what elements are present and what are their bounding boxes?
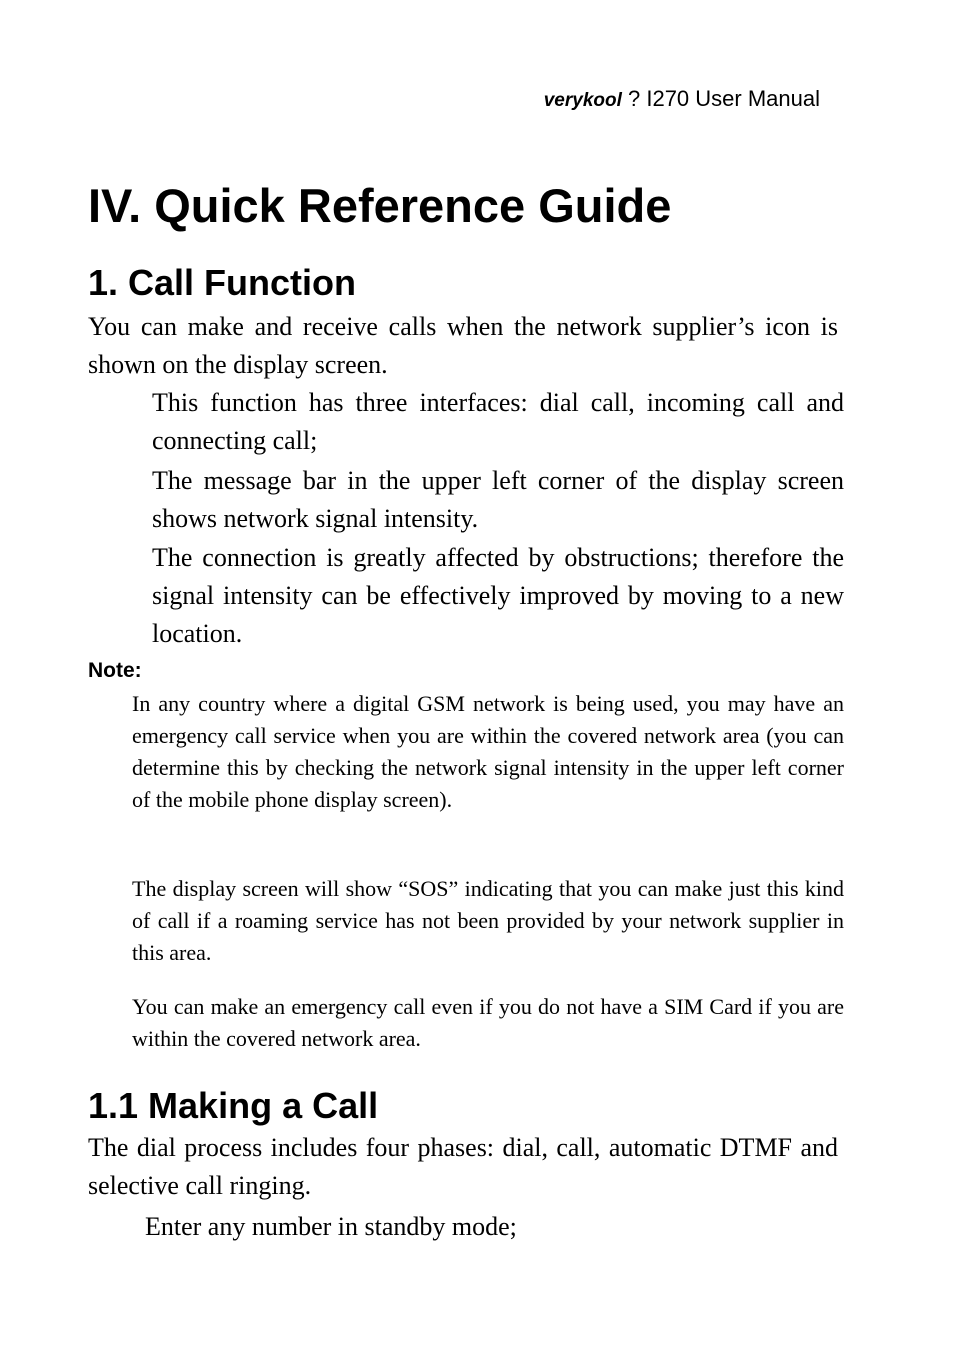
note-label: Note: <box>88 659 142 682</box>
step-enter-number: Enter any number in standby mode; <box>145 1212 517 1241</box>
section-heading-making-call: 1.1 Making a Call <box>88 1085 379 1126</box>
chapter-title: IV. Quick Reference Guide <box>88 179 672 232</box>
manual-title: ? I270 User Manual <box>621 86 820 111</box>
dial-process-intro: The dial process includes four phases: dial, call, automatic DTMF and selective call ringing. <box>88 1133 838 1200</box>
note-no-sim: You can make an emergency call even if you do not have a SIM Card if you are within the covered network area. <box>132 994 844 1051</box>
brand-name: verykool <box>543 90 622 111</box>
page-header <box>0 86 820 112</box>
note-sos: The display screen will show “SOS” indicating that you can make just this kind of call if a roaming service has not been provided by your network supplier in this area. <box>132 876 844 965</box>
bullet-message-bar: The message bar in the upper left corner of the display screen shows network signal intensity. <box>152 466 844 533</box>
bullet-interfaces: This function has three interfaces: dial call, incoming call and connecting call; <box>152 388 844 455</box>
bullet-connection: The connection is greatly affected by obstructions; therefore the signal intensity can be effectively improved by moving to a new location. <box>152 543 844 648</box>
section-heading-call-function: 1. Call Function <box>88 262 357 303</box>
section-intro: You can make and receive calls when the network supplier’s icon is shown on the display screen. <box>88 312 838 379</box>
note-emergency-service: In any country where a digital GSM network is being used, you may have an emergency call service when you are within the covered network area (you can determine this by checking the network signal intensity in the upper left corner of the mobile phone display screen). <box>132 691 844 812</box>
